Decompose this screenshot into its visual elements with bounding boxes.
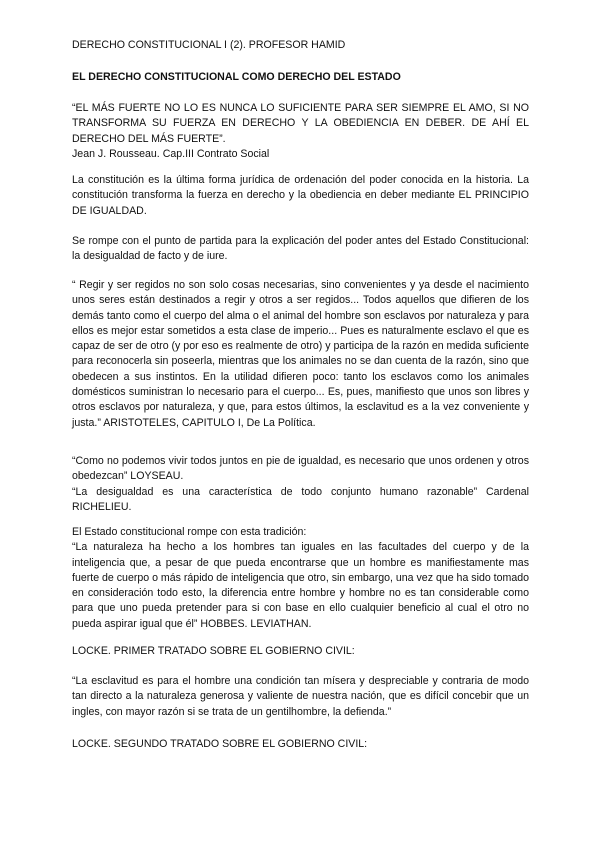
- locke-first-treatise-quote: “La esclavitud es para el hombre una condición tan mísera y despreciable y contraria de modo tan directo a la naturaleza generosa y valiente de nuestra nación, que es difícil concebir que un ingles, con mayor razón si se trata de un gentilhombre, la defienda.”: [72, 675, 529, 718]
- epigraph-quote: “EL MÁS FUERTE NO LO ES NUNCA LO SUFICIENTE PARA SER SIEMPRE EL AMO, SI NO TRANSFORMA SU FUERZA EN DERECHO Y LA OBEDIENCIA EN DEBER. DE AHÍ EL DERECHO DEL MÁS FUERTE”.: [72, 102, 529, 145]
- locke-first-treatise-heading: LOCKE. PRIMER TRATADO SOBRE EL GOBIERNO CIVIL:: [72, 645, 355, 657]
- richelieu-quote: “La desigualdad es una característica de todo conjunto humano razonable” Cardenal RICHELIEU.: [72, 485, 529, 513]
- hobbes-quote: “La naturaleza ha hecho a los hombres tan iguales en las facultades del cuerpo y de la inteligencia que, a pesar de que pueda encontrarse que un hombre es manifiestamente mas fuerte de cuerpo o más rápido de inteligencia que otro, sin embargo, una vez que ha sido tomado en consideración todo esto, la diferencia entre hombre y hombre no es tan considerable como para que uno pueda pretender para si con base en ello cualquier beneficio al cual el otro no pueda aspirar igual que él” HOBBES. LEVIATHAN.: [72, 541, 530, 630]
- locke-second-treatise-heading: LOCKE. SEGUNDO TRATADO SOBRE EL GOBIERNO CIVIL:: [72, 738, 368, 750]
- epigraph-source: Jean J. Rousseau. Cap.III Contrato Social: [72, 147, 270, 160]
- page-header: DERECHO CONSTITUCIONAL I (2). PROFESOR HAMID: [72, 39, 346, 51]
- paragraph-break-point: Se rompe con el punto de partida para la explicación del poder antes del Estado Constitucional: la desigualdad de facto y de iure.: [72, 235, 529, 263]
- epigraph: [72, 101, 529, 162]
- paragraph-hobbes: [72, 525, 529, 632]
- paragraph-aristotle-quote: “ Regir y ser regidos no son solo cosas necesarias, sino convenientes y ya desde el nacimiento unos seres están destinados a regir y otros a ser regidos... Todos aquellos que difieren de los demás tanto como el cuerpo del alma o el animal del hombre son esclavos por naturaleza y para ellos es mejor estar sometidos a esta clase de imperio... Pues es naturalmente esclavo el que es capaz de ser de otro (y por eso es realmente de otro) y participa de la razón en medida suficiente para reconocerla sin poseerla, mientras que los animales no se dan cuenta de la razón, sino que obedecen a sus instintos. En la utilidad difieren poco: tanto los esclavos como los animales domésticos suministran lo necesario para el cuerpo... Es, pues, manifiesto que unos son libres y otros esclavos por naturaleza, y que, para estos últimos, la esclavitud es a la vez conveniente y justa.” ARISTOTELES, CAPITULO I, De La Política.: [72, 279, 529, 429]
- quotes-loyseau-richelieu: [72, 454, 529, 515]
- loyseau-quote: “Como no podemos vivir todos juntos en pie de igualdad, es necesario que unos ordenen y otros obedezcan” LOYSEAU.: [72, 455, 529, 483]
- paragraph-constitution: La constitución es la última forma jurídica de ordenación del poder conocida en la historia. La constitución transforma la fuerza en derecho y la obediencia en deber mediante EL PRINCIPIO DE IGUALDAD.: [72, 174, 529, 217]
- hobbes-intro: El Estado constitucional rompe con esta tradición:: [72, 526, 307, 538]
- document-title: EL DERECHO CONSTITUCIONAL COMO DERECHO DEL ESTADO: [72, 71, 401, 83]
